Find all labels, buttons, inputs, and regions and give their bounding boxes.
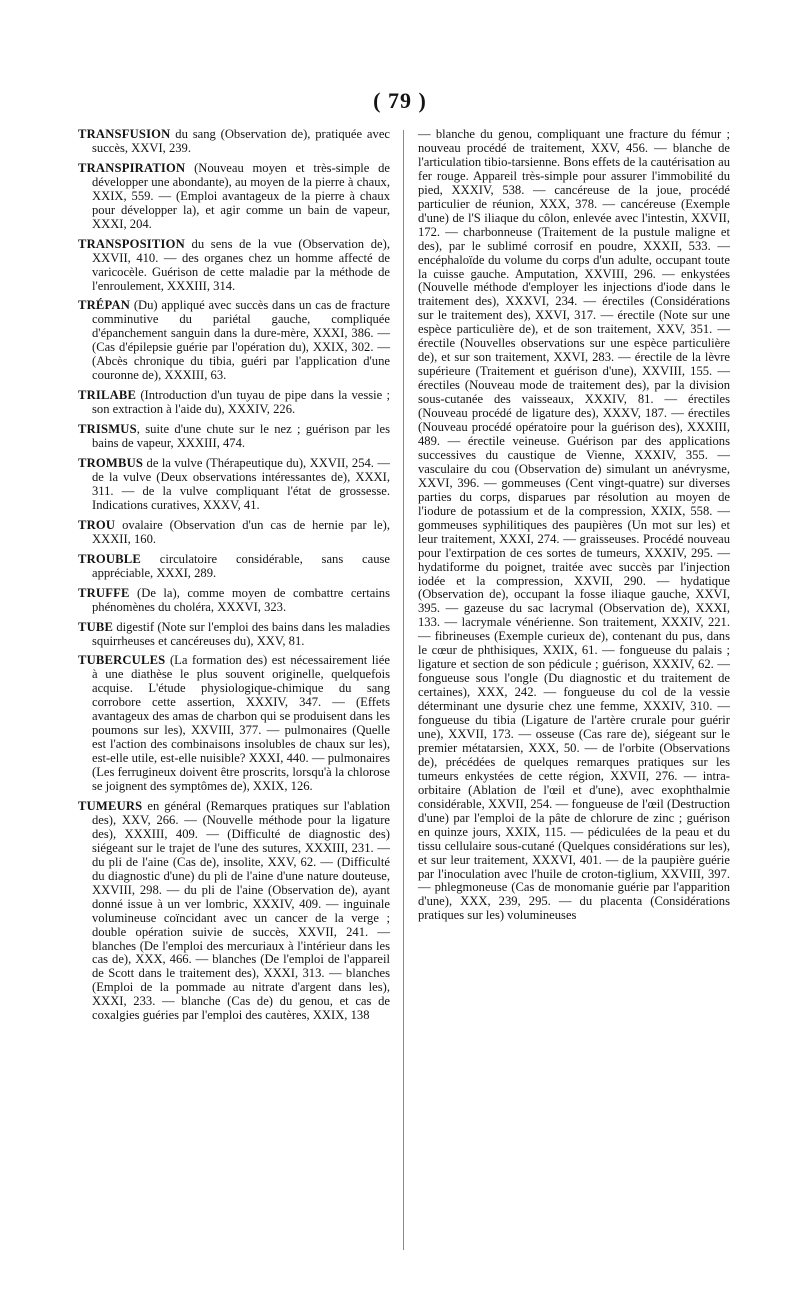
page-number: ( 79 ) <box>373 88 427 113</box>
entry-text: (Introduction d'un tuyau de pipe dans la vessie ; son extraction à l'aide du), XXXIV, 226. <box>92 388 390 417</box>
entry-text: (Nouveau moyen et très-simple de développer une abondante), au moyen de la pierre à chaux, XXIX, 559. — (Emploi avantageux de la pierre à chaux pour développer la), et agir comme un bain de vapeur, XXXI, 204. <box>92 160 390 231</box>
entry-headword: TROUBLE <box>78 551 141 566</box>
left-column <box>78 128 390 1029</box>
entry-headword: TRILABE <box>78 388 137 403</box>
entry-headword: TRANSPOSITION <box>78 236 185 251</box>
entry-text: de la vulve (Thérapeutique du), XXVII, 254. — de la vulve (Deux observations intéressantes de), XXXI, 311. — de la vulve compliquant l'état de grossesse. Indications curatives, XXXV, 41. <box>92 456 390 512</box>
index-entry <box>78 423 390 451</box>
entry-text: , suite d'une chute sur le nez ; guérison par les bains de vapeur, XXXIII, 474. <box>92 422 390 451</box>
entry-headword: TRANSFUSION <box>78 127 171 141</box>
entry-headword: TRANSPIRATION <box>78 160 186 175</box>
index-entry <box>78 654 390 794</box>
index-entry <box>78 299 390 383</box>
entry-headword: TRISMUS <box>78 422 137 437</box>
entry-text: circulatoire considérable, sans cause appréciable, XXXI, 289. <box>92 551 390 580</box>
entry-headword: TRÉPAN <box>78 298 131 313</box>
entry-text: du sang (Observation de), pratiquée avec succès, XXVI, 239. <box>92 127 390 155</box>
index-entry <box>78 519 390 547</box>
index-entry <box>78 238 390 294</box>
index-entry <box>78 128 390 156</box>
index-entry <box>78 553 390 581</box>
index-entry <box>78 389 390 417</box>
entry-headword: TROU <box>78 517 116 532</box>
entry-text: (Du) appliqué avec succès dans un cas de fracture comminutive du pariétal gauche, compliquée d'épanchement sanguin dans la dure-mère, XXXI, 386. — (Cas d'épilepsie guérie par l'opération du), XXIX, 302. — (Abcès chronique du tibia, guéri par l'application d'une couronne de), XXXIII, 63. <box>92 298 390 383</box>
right-column <box>418 128 730 929</box>
index-entry-continuation <box>418 128 730 923</box>
entry-headword: TROMBUS <box>78 456 144 471</box>
entry-text: (La formation des) est nécessairement liée à une diathèse le plus souvent originelle, quelquefois acquise. L'étude physiologique-chimique du sang corrobore cette assertion, XXXIV, 347. — (Effets avantageux des amas de charbon qui se produisent dans les poumons sur les), XXVIII, 377. — pulmonaires (Quelle est l'action des combinaisons insolubles de chaux sur les), est-elle utile, est-elle nuisible? XXXI, 440. — pulmonaires (Les ferrugineux doivent être proscrits, lorsqu'à la chlorose se joignent des symptômes de), XXIX, 126. <box>92 653 390 794</box>
index-entry <box>78 587 390 615</box>
entry-text: (De la), comme moyen de combattre certains phénomènes du choléra, XXXVI, 323. <box>92 585 390 614</box>
entry-headword: TUBERCULES <box>78 653 166 668</box>
entry-headword: TUBE <box>78 619 114 634</box>
entry-headword: TRUFFE <box>78 585 130 600</box>
index-entry <box>78 457 390 513</box>
entry-text: en général (Remarques pratiques sur l'ablation des), XXV, 266. — (Nouvelle méthode pour la ligature des), XXXIII, 409. — (Difficulté de diagnostic des) siégeant sur le trajet de l'une des sutures, XXXIII, 231. — du pli de l'aine (Cas de), insolite, XXV, 62. — (Difficulté du diagnostic d'une) du pli de l'aine d'une nature douteuse, XXVIII, 298. — du pli de l'aine (Observation de), ayant donné issue à un ver lombric, XXXIV, 409. — inguinale volumineuse coïncidant avec un cancer de la verge ; double opération suivie de succès, XXVII, 241. — blanches (De l'emploi des mercuriaux à l'intérieur dans les cas de), XXX, 466. — blanches (De l'emploi de l'appareil de Scott dans le traitement des), XXXI, 313. — blanches (Emploi de la pommade au nitrate d'argent dans les), XXXI, 233. — blanche (Cas de) du genou, et cas de coxalgies guéries par l'emploi des cautères, XXIX, 138 <box>92 798 390 1023</box>
entry-text: — blanche du genou, compliquant une fracture du fémur ; nouveau procédé de traitement, XXV, 456. — blanche de l'articulation tibio-tarsienne. Bons effets de la cautérisation au fer rouge. Appareil très-simple pour assurer l'immobilité du pied, XXXIV, 538. — cancéreuse de la joue, procédé particulier de réunion, XXX, 378. — cancéreuse (Exemple d'une) de l'S iliaque du côlon, enlevée avec l'intestin, XXVII, 172. — charbonneuse (Traitement de la pustule maligne et des), par le sublimé corrosif en poudre, XXXII, 533. — encéphaloïde du volume du corps d'un adulte, occupant toute la cuisse gauche. Amputation, XXVIII, 296. — enkystées (Nouvelle méthode d'employer les injections d'iode dans le traitement des), XXXVI, 234. — érectiles (Considérations sur le traitement des), XXVI, 317. — érectile (Note sur une espèce particulière de), et de son traitement, XXV, 351. — érectile (Nouvelles observations sur une espèce particulière de), et sur son traitement, XXVI, 283. — érectile de la lèvre supérieure (Traitement et guérison d'une), XXVIII, 155. — érectiles (Nouveau mode de traitement des), par la division sous-cutanée des vaisseaux, XXXIV, 81. — érectiles (Nouveau procédé de ligature des), XXXV, 187. — érectiles (Nouveau procédé opératoire pour la guérison des), XXXIII, 489. — érectile veineuse. Guérison par des applications successives du caustique de Vienne, XXXIV, 355. — vasculaire du cou (Observation de) simulant un anévrysme, XXVI, 396. — gommeuses (Cent vingt-quatre) sur diverses parties du corps, disparues par résolution au moyen de l'iodure de potassium et de la compression, XXIX, 558. — gommeuses syphilitiques des paupières (Un mot sur les) et leur traitement, XXXI, 274. — graisseuses. Procédé nouveau pour l'extirpation de ces sortes de tumeurs, XXXIV, 295. — hydatiforme du poignet, traitée avec succès par l'injection iodée et la compression, XXVII, 290. — hydatique (Observation de), occupant la fosse iliaque gauche, XXVI, 395. — gazeuse du sac lacrymal (Observation de), XXXI, 133. — lacrymale vénérienne. Son traitement, XXXIV, 221. — fibrineuses (Exemple curieux de), contenant du pus, dans le cœur de phthisiques, XXIX, 61. — fongueuse du palais ; ligature et section de son pédicule ; guérison, XXXIV, 62. — fongueuse sous l'ongle (Du diagnostic et du traitement de certaines), XXX, 242. — fongueuse du col de la vessie déterminant une dysurie chez une femme, XXXIV, 310. — fongueuse du tibia (Ligature de l'artère crurale pour guérir une), XXVII, 173. — osseuse (Cas rare de), siégeant sur le premier métatarsien, XXX, 50. — de l'orbite (Observations de), précédées de quelques remarques pratiques sur les tumeurs enkystées de cette région, XXVII, 276. — intra-orbitaire (Ablation de l'œil et d'une), avec exophthalmie considérable, XXVII, 254. — fongueuse de l'œil (Destruction d'une) par l'emploi de la pâte de chlorure de zinc ; guérison en quinze jours, XXIX, 115. — pédiculées de la peau et du tissu cellulaire sous-cutané (Quelques considérations sur les), et sur leur traitement, XXXVI, 401. — de la paupière guérie par l'inoculation avec l'huile de croton-tiglium, XXVIII, 397. — phlegmoneuse (Cas de monomanie guérie par l'apparition d'une), XXX, 239, 295. — du placenta (Considérations pratiques sur les) volumineuses <box>418 127 730 923</box>
index-entry <box>78 800 390 1023</box>
entry-text: digestif (Note sur l'emploi des bains dans les maladies squirrheuses et cancéreuses du), XXV, 81. <box>92 619 390 648</box>
index-entry <box>78 162 390 232</box>
entry-text: du sens de la vue (Observation de), XXVII, 410. — des organes chez un homme affecté de varicocèle. Guérison de cette maladie par la méthode de l'enroulement, XXXIII, 314. <box>92 236 390 293</box>
index-entry <box>78 621 390 649</box>
column-divider <box>403 130 404 1250</box>
entry-text: ovalaire (Observation d'un cas de hernie par le), XXXII, 160. <box>92 517 390 546</box>
entry-headword: TUMEURS <box>78 798 143 813</box>
